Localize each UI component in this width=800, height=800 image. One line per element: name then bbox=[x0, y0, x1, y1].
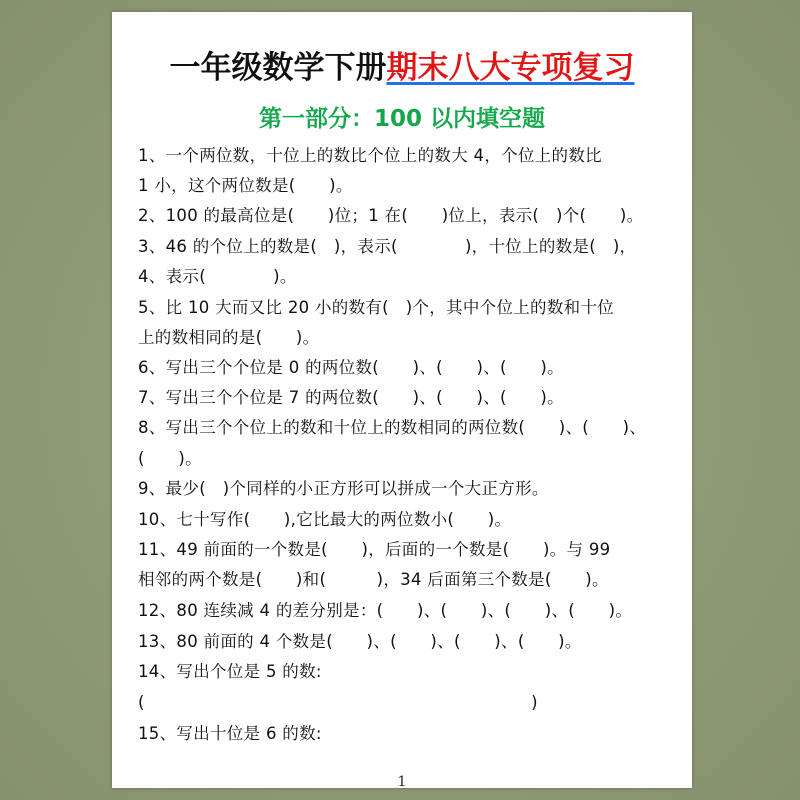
section-subtitle: 第一部分：100 以内填空题 bbox=[258, 106, 546, 132]
question-line: 1 小，这个两位数是( )。 bbox=[138, 176, 353, 195]
answer-blank-line: ( ) bbox=[138, 693, 538, 712]
question-line: 2、100 的最高位是( )位；1 在( )位上，表示( )个( )。 bbox=[138, 206, 644, 225]
title-red-highlight: 期末八大专项复习 bbox=[386, 50, 635, 86]
question-line: 9、最少( )个同样的小正方形可以拼成一个大正方形。 bbox=[138, 479, 549, 498]
question-line: 10、七十写作( ),它比最大的两位数小( )。 bbox=[138, 510, 512, 529]
page-title bbox=[112, 42, 692, 87]
question-line: 上的数相同的是( )。 bbox=[138, 328, 320, 347]
question-line: 12、80 连续减 4 的差分别是：( )、( )、( )、( )。 bbox=[138, 601, 633, 620]
question-line: 15、写出十位是 6 的数: bbox=[138, 724, 322, 743]
worksheet-page bbox=[112, 12, 692, 788]
question-line: 4、表示( )。 bbox=[138, 267, 297, 286]
question-line: 1、一个两位数，十位上的数比个位上的数大 4，个位上的数比 bbox=[138, 146, 602, 165]
question-line: 8、写出三个个位上的数和十位上的数相同的两位数( )、( )、 bbox=[138, 418, 647, 437]
page-number: 1 bbox=[397, 774, 407, 790]
question-line: ( )。 bbox=[138, 449, 202, 468]
question-line: 6、写出三个个位是 0 的两位数( )、( )、( )。 bbox=[138, 358, 564, 377]
question-line: 7、写出三个个位是 7 的两位数( )、( )、( )。 bbox=[138, 388, 564, 407]
question-line: 13、80 前面的 4 个数是( )、( )、( )、( )。 bbox=[138, 632, 582, 651]
question-line: 14、写出个位是 5 的数: bbox=[138, 662, 322, 681]
question-line: 11、49 前面的一个数是( )，后面的一个数是( )。与 99 bbox=[138, 540, 611, 559]
question-line: 相邻的两个数是( )和( )，34 后面第三个数是( )。 bbox=[138, 570, 609, 589]
question-line: 5、比 10 大而又比 20 小的数有( )个，其中个位上的数和十位 bbox=[138, 298, 615, 317]
question-line: 3、46 的个位上的数是( )，表示( )，十位上的数是( )， bbox=[138, 237, 637, 256]
title-black: 一年级数学下册 bbox=[169, 50, 387, 86]
